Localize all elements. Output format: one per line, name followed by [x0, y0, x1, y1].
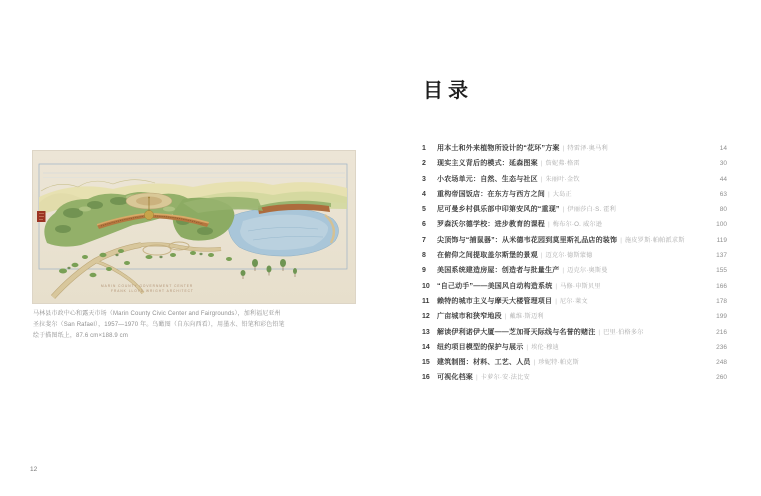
- toc-entry-number: 4: [422, 190, 426, 198]
- toc-entry-title: “自己动手”——美国风自动构造系统: [437, 282, 553, 290]
- toc-entry: [422, 202, 727, 217]
- toc-entry-page: 63: [719, 190, 727, 198]
- toc-entry: [422, 263, 727, 278]
- toc-entry-separator: |: [562, 145, 565, 152]
- toc-entry-author: 大岛正: [552, 190, 572, 198]
- toc-entry: [422, 141, 727, 156]
- artist-seal-stamp: [37, 211, 46, 222]
- toc-entry-separator: |: [562, 267, 565, 275]
- toc-entry-page: 100: [716, 221, 727, 229]
- toc-entry-number: 15: [422, 359, 430, 367]
- toc-entry-author: 詹妮弗·格雷: [545, 160, 580, 168]
- toc-entry-page: 14: [719, 145, 727, 152]
- toc-entry-page: 199: [716, 313, 727, 321]
- toc-entry-separator: |: [476, 374, 478, 382]
- toc-entry-number: 10: [422, 282, 430, 290]
- toc-entry-separator: |: [540, 160, 543, 168]
- toc-entry-number: 1: [422, 145, 426, 152]
- toc-entry-page: 30: [719, 160, 727, 168]
- page-number: 12: [30, 466, 38, 473]
- toc-entry-title: 美国系统建造房屋：创造者与批量生产: [437, 267, 560, 275]
- toc-entry-page: 216: [716, 328, 727, 336]
- toc-entry-author: 马修·申斯贝里: [560, 282, 601, 290]
- toc-entry-page: 137: [716, 252, 727, 260]
- toc-entry-title: 尼可曼乡村俱乐部中印第安风的“重现”: [437, 206, 560, 214]
- toc-list: [422, 141, 727, 386]
- civic-center-drawing: [33, 151, 355, 303]
- toc-entry-separator: |: [504, 313, 507, 321]
- toc-entry-separator: |: [555, 282, 558, 290]
- toc-entry-title: 罗森沃尔德学校：进步教育的课程: [437, 221, 545, 229]
- toc-entry-number: 12: [422, 313, 430, 321]
- toc-entry-number: 13: [422, 328, 430, 336]
- toc-entry: [422, 217, 727, 232]
- toc-entry-number: 6: [422, 221, 426, 229]
- toc-entry-page: 248: [716, 359, 727, 367]
- toc-entry: [422, 340, 727, 355]
- toc-entry-author: 珍妮特·帕克斯: [538, 359, 579, 367]
- toc-entry: [422, 294, 727, 309]
- toc-entry-title: 建筑制图：材料、工艺、人员: [437, 359, 531, 367]
- toc-entry-title: 尖顶饰与“捕鼠器”：从米德韦花园到莫里斯礼品店的装饰: [437, 236, 618, 244]
- toc-entry-separator: |: [562, 206, 565, 214]
- toc-entry-separator: |: [540, 175, 543, 183]
- toc-entry-title: 可视化档案: [437, 374, 473, 382]
- toc-entry: [422, 248, 727, 263]
- caption-line: 绘于描图纸上，87.6 cm×188.9 cm: [33, 333, 128, 339]
- toc-entry: [422, 309, 727, 324]
- toc-entry-author: 埃伦·穆迪: [531, 343, 559, 351]
- toc-entry-separator: |: [548, 221, 550, 229]
- toc-entry: [422, 325, 727, 340]
- toc-entry-author: 伊丽莎白·S. 霍利: [567, 206, 617, 214]
- toc-entry-author: 朱丽叶·金钦: [545, 175, 580, 183]
- toc-entry-author: 尼尔·莱文: [559, 297, 588, 305]
- toc-entry-number: 16: [422, 374, 430, 382]
- drawing-inscription-line2: FRANK LLOYD WRIGHT ARCHITECT: [111, 289, 194, 293]
- toc-entry-separator: |: [620, 236, 622, 244]
- toc-entry-separator: |: [548, 190, 550, 198]
- toc-entry-page: 44: [719, 175, 727, 183]
- toc-entry-author: 特雷泽·奥马利: [567, 145, 608, 152]
- toc-entry-page: 166: [716, 282, 727, 290]
- toc-heading: 目录: [423, 80, 473, 102]
- toc-entry-title: 现实主义背后的模式：延森图案: [437, 160, 538, 168]
- toc-entry-title: 用本土和外来植物所设计的“花环”方案: [437, 145, 560, 152]
- toc-entry: [422, 172, 727, 187]
- toc-entry-page: 119: [716, 236, 727, 244]
- toc-entry-page: 80: [719, 206, 727, 214]
- toc-entry-author: 梅布尔·O. 威尔逊: [552, 221, 603, 229]
- toc-entry-number: 5: [422, 206, 426, 214]
- toc-entry: [422, 355, 727, 370]
- artwork-caption: [33, 309, 363, 342]
- toc-entry: [422, 370, 727, 385]
- toc-entry-title: 赖特的城市主义与摩天大楼管理项目: [437, 297, 553, 305]
- artwork-image: [33, 151, 355, 303]
- toc-entry-separator: |: [540, 252, 543, 260]
- toc-entry-title: 解读伊利诺伊大厦——芝加哥天际线与名誉的赌注: [437, 328, 596, 336]
- toc-entry-author: 戴维·斯迈利: [509, 313, 544, 321]
- toc-entry-author: 迈克尔·德斯蒙德: [545, 252, 593, 260]
- toc-entry-title: 重构帝国饭店：在东方与西方之间: [437, 190, 545, 198]
- toc-entry: [422, 279, 727, 294]
- toc-entry-author: 卡萝尔·安·法比安: [480, 374, 530, 382]
- toc-entry: [422, 187, 727, 202]
- caption-line: 马林县市政中心和露天市场（Marin County Civic Center and Fairgrounds），加利福尼亚州: [33, 311, 281, 317]
- toc-entry-page: 236: [716, 343, 727, 351]
- toc-entry-author: 迈克尔·奥斯曼: [567, 267, 608, 275]
- toc-entry-author: 施皮罗斯·帕帕派求斯: [624, 236, 685, 244]
- toc-entry: [422, 233, 727, 248]
- toc-entry-page: 260: [716, 374, 727, 382]
- caption-line: 圣拉斐尔（San Rafael），1957—1970 年。鸟瞰图（自东向西看），用墨水、铅笔和彩色铅笔: [33, 322, 285, 328]
- toc-entry-separator: |: [555, 297, 557, 305]
- toc-entry-number: 2: [422, 160, 426, 168]
- drawing-inscription-line1: MARIN COUNTY GOVERNMENT CENTER: [101, 284, 194, 288]
- toc-entry-number: 7: [422, 236, 426, 244]
- toc-entry-separator: |: [598, 328, 601, 336]
- toc-entry-title: 广亩城市和狭窄地段: [437, 313, 502, 321]
- toc-entry-number: 14: [422, 343, 430, 351]
- toc-entry-separator: |: [533, 359, 536, 367]
- toc-entry-page: 178: [716, 297, 727, 305]
- toc-entry-separator: |: [526, 343, 529, 351]
- toc-entry-number: 9: [422, 267, 426, 275]
- toc-entry: [422, 156, 727, 171]
- toc-entry-page: 155: [716, 267, 727, 275]
- toc-entry-title: 小农场单元：自然、生态与社区: [437, 175, 538, 183]
- toc-entry-number: 11: [422, 297, 430, 305]
- toc-entry-number: 3: [422, 175, 426, 183]
- toc-entry-author: 巴里·伯格多尔: [603, 328, 644, 336]
- toc-entry-number: 8: [422, 252, 426, 260]
- toc-entry-title: 在俯仰之间提取盖尔斯堡的景观: [437, 252, 538, 260]
- toc-entry-title: 纽约项目模型的保护与展示: [437, 343, 524, 351]
